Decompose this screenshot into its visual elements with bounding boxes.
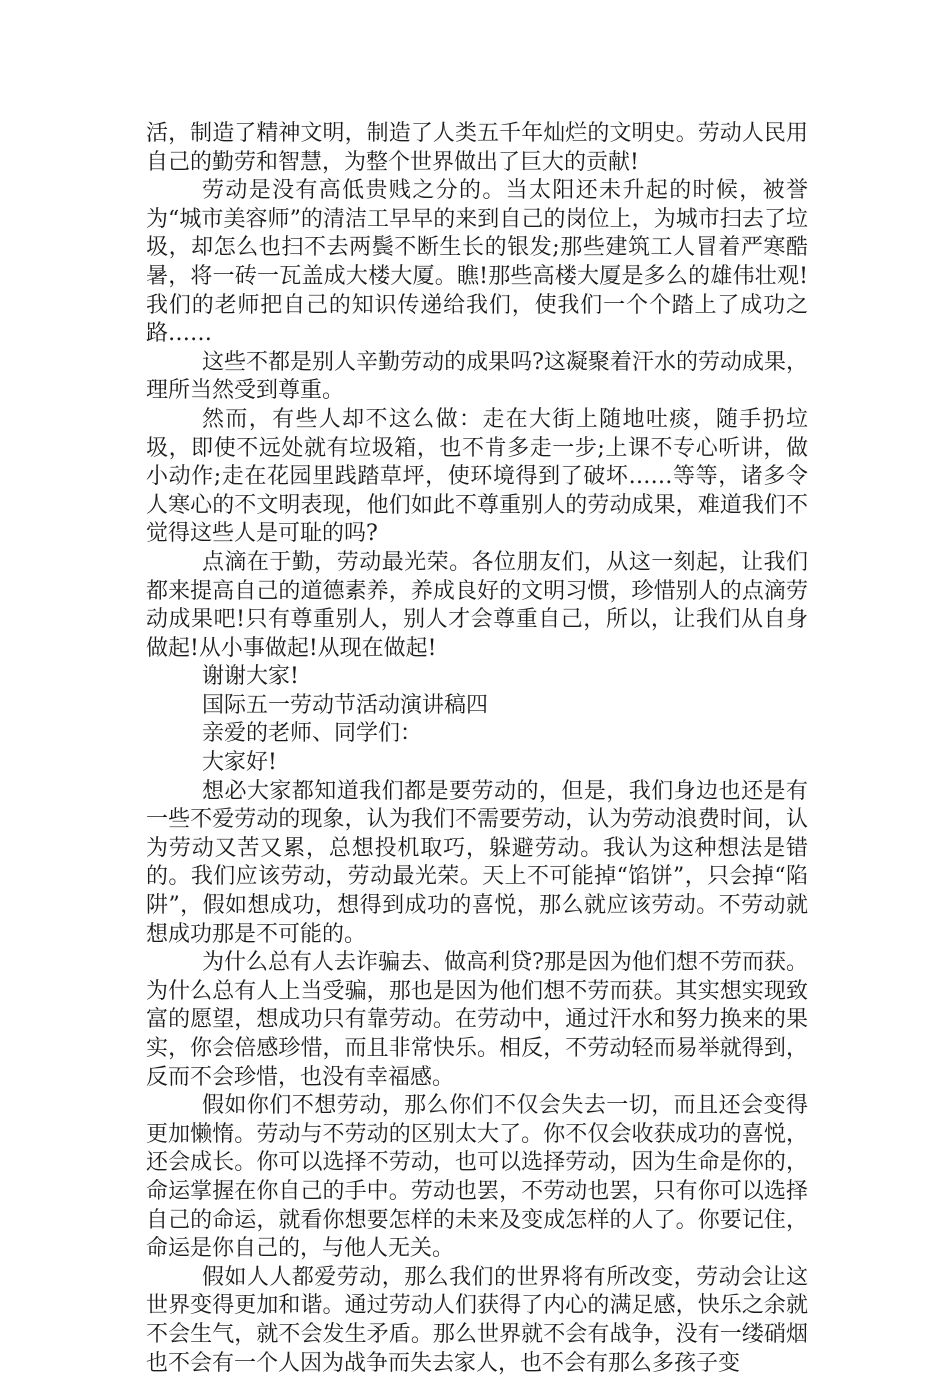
paragraph-1: 活，制造了精神文明，制造了人类五千年灿烂的文明史。劳动人民用自己的勤劳和智慧，为整个世界做出了巨大的贡献! [146, 121, 808, 175]
greeting: 大家好! [202, 750, 277, 776]
paragraph-11: 为什么总有人去诈骗去、做高利贷?那是因为他们想不劳而获。为什么总有人上当受骗，那也是因为他们想不劳而获。其实想实现致富的愿望，想成功只有靠劳动。在劳动中，通过汗水和努力换来的果实，你会倍感珍惜，而且非常快乐。相反，不劳动轻而易举就得到，反而不会珍惜，也没有幸福感。 [146, 950, 808, 1090]
closing-thanks: 谢谢大家! [202, 664, 299, 690]
speech-title: 国际五一劳动节活动演讲稿四 [202, 692, 489, 718]
paragraph-13: 假如人人都爱劳动，那么我们的世界将有所改变，劳动会让这世界变得更加和谐。通过劳动人们获得了内心的满足感，快乐之余就不会生气，就不会发生矛盾。那么世界就不会有战争，没有一缕硝烟也不会有一个人因为战争而失去家人，也不会有那么多孩子变 [146, 1264, 808, 1376]
paragraph-12: 假如你们不想劳动，那么你们不仅会失去一切，而且还会变得更加懒惰。劳动与不劳动的区别太大了。你不仅会收获成功的喜悦，还会成长。你可以选择不劳动，也可以选择劳动，因为生命是你的，命运掌握在你自己的手中。劳动也罢，不劳动也罢，只有你可以选择自己的命运，就看你想要怎样的未来及变成怎样的人了。你要记住，命运是你自己的，与他人无关。 [146, 1093, 808, 1262]
paragraph-10: 想必大家都知道我们都是要劳动的，但是，我们身边也还是有一些不爱劳动的现象，认为我们不需要劳动，认为劳动浪费时间，认为劳动又苦又累，总想投机取巧，躲避劳动。我认为这种想法是错的。我们应该劳动，劳动最光荣。天上不可能掉“馅饼”，只会掉“陷阱”，假如想成功，想得到成功的喜悦，那么就应该劳动。不劳动就想成功那是不可能的。 [146, 778, 808, 947]
paragraph-5: 点滴在于勤，劳动最光荣。各位朋友们，从这一刻起，让我们都来提高自己的道德素养，养成良好的文明习惯，珍惜别人的点滴劳动成果吧!只有尊重别人，别人才会尊重自己，所以，让我们从自身做起!从小事做起!从现在做起! [146, 549, 808, 661]
salutation: 亲爱的老师、同学们： [202, 721, 423, 747]
paragraph-3: 这些不都是别人辛勤劳动的成果吗?这凝聚着汗水的劳动成果，理所当然受到尊重。 [146, 349, 808, 404]
paragraph-2: 劳动是没有高低贵贱之分的。当太阳还未升起的时候，被誉为“城市美容师”的清洁工早早的来到自己的岗位上，为城市扫去了垃圾，却怎么也扫不去两鬓不断生长的银发;那些建筑工人冒着严寒酷暑，将一砖一瓦盖成大楼大厦。瞧!那些高楼大厦是多么的雄伟壮观!我们的老师把自己的知识传递给我们，使我们一个个踏上了成功之路…… [146, 178, 808, 347]
paragraph-4: 然而，有些人却不这么做：走在大街上随地吐痰，随手扔垃圾，即使不远处就有垃圾箱，也不肯多走一步;上课不专心听讲，做小动作;走在花园里践踏草坪，使环境得到了破坏……等等，诸多令人寒心的不文明表现，他们如此不尊重别人的劳动成果，难道我们不觉得这些人是可耻的吗? [146, 406, 808, 547]
document-body [146, 120, 808, 1378]
